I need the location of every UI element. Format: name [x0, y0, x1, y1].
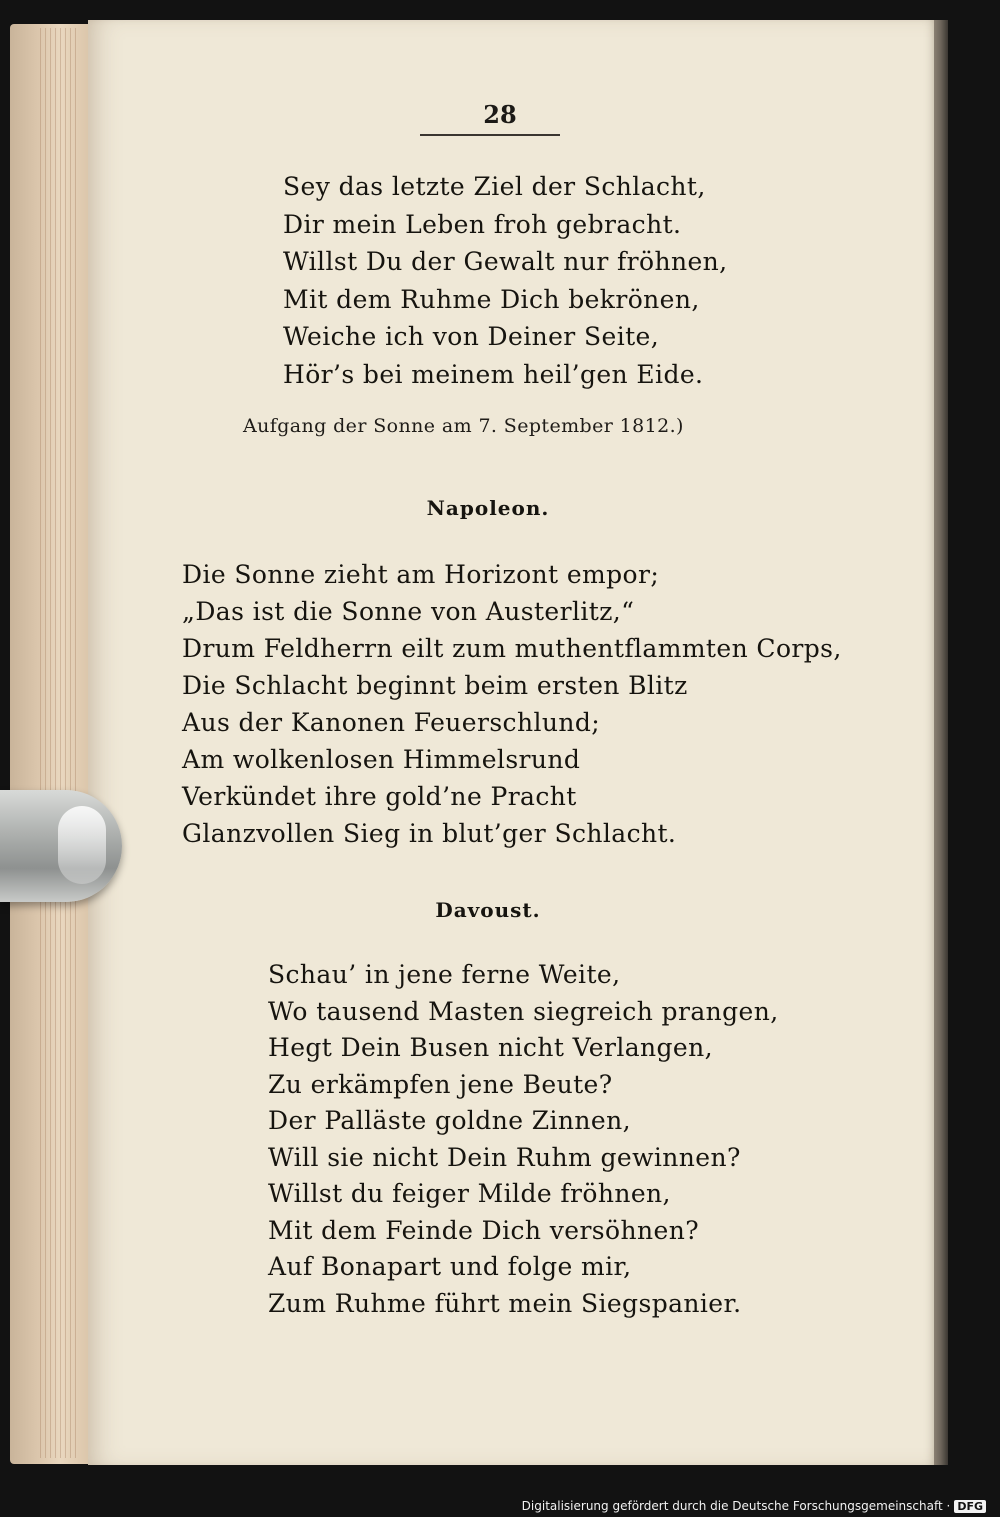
- verse-line: Zu erkämpfen jene Beute?: [268, 1069, 613, 1099]
- verse-line: Am wolkenlosen Himmelsrund: [182, 745, 581, 774]
- verse-line: Drum Feldherrn eilt zum muthentflammten Corps,: [182, 634, 842, 663]
- stanza-3: [268, 957, 779, 1322]
- verse-line: Wo tausend Masten siegreich prangen,: [268, 996, 779, 1026]
- verse-line: Hegt Dein Busen nicht Verlangen,: [268, 1033, 713, 1062]
- verse-line: Weiche ich von Deiner Seite,: [283, 322, 660, 351]
- verse-line: Sey das letzte Ziel der Schlacht,: [283, 172, 706, 201]
- clip-highlight: [58, 806, 106, 884]
- verse-line: Willst Du der Gewalt nur fröhnen,: [283, 247, 728, 276]
- page-number-rule: [420, 134, 560, 136]
- verse-line: Verkündet ihre gold’ne Pracht: [182, 782, 577, 811]
- verse-line: Dir mein Leben froh gebracht.: [283, 209, 682, 239]
- verse-line: Der Palläste goldne Zinnen,: [268, 1106, 631, 1135]
- page-number: 28: [483, 100, 517, 129]
- verse-line: Schau’ in jene ferne Weite,: [268, 960, 621, 989]
- verse-line: „Das ist die Sonne von Austerlitz,“: [182, 597, 635, 626]
- verse-line: Die Schlacht beginnt beim ersten Blitz: [182, 671, 688, 700]
- verse-line: Aus der Kanonen Feuerschlund;: [182, 708, 601, 737]
- dfg-logo: DFG: [954, 1500, 986, 1513]
- verse-line: Die Sonne zieht am Horizont empor;: [182, 560, 660, 589]
- stanza-1: [283, 168, 728, 393]
- footer-credit-text: Digitalisierung gefördert durch die Deutsche Forschungsgemeinschaft ·: [521, 1499, 951, 1513]
- verse-line: Glanzvollen Sieg in blut’ger Schlacht.: [182, 819, 677, 848]
- speaker-davoust: Davoust.: [435, 898, 541, 922]
- verse-line: Mit dem Ruhme Dich bekrönen,: [283, 284, 700, 314]
- verse-line: Hör’s bei meinem heil’gen Eide.: [283, 359, 704, 389]
- page-stack-lines: [40, 28, 80, 1458]
- verse-line: Willst du feiger Milde fröhnen,: [268, 1179, 671, 1208]
- speaker-napoleon: Napoleon.: [426, 496, 550, 520]
- verse-line: Mit dem Feinde Dich versöhnen?: [268, 1215, 699, 1245]
- stanza-2: [182, 556, 842, 852]
- stage-direction: Aufgang der Sonne am 7. September 1812.): [243, 415, 684, 437]
- verse-line: Zum Ruhme führt mein Siegspanier.: [268, 1288, 742, 1318]
- verse-line: Auf Bonapart und folge mir,: [268, 1252, 632, 1281]
- verse-line: Will sie nicht Dein Ruhm gewinnen?: [268, 1142, 741, 1172]
- digitization-footer: [522, 1499, 986, 1513]
